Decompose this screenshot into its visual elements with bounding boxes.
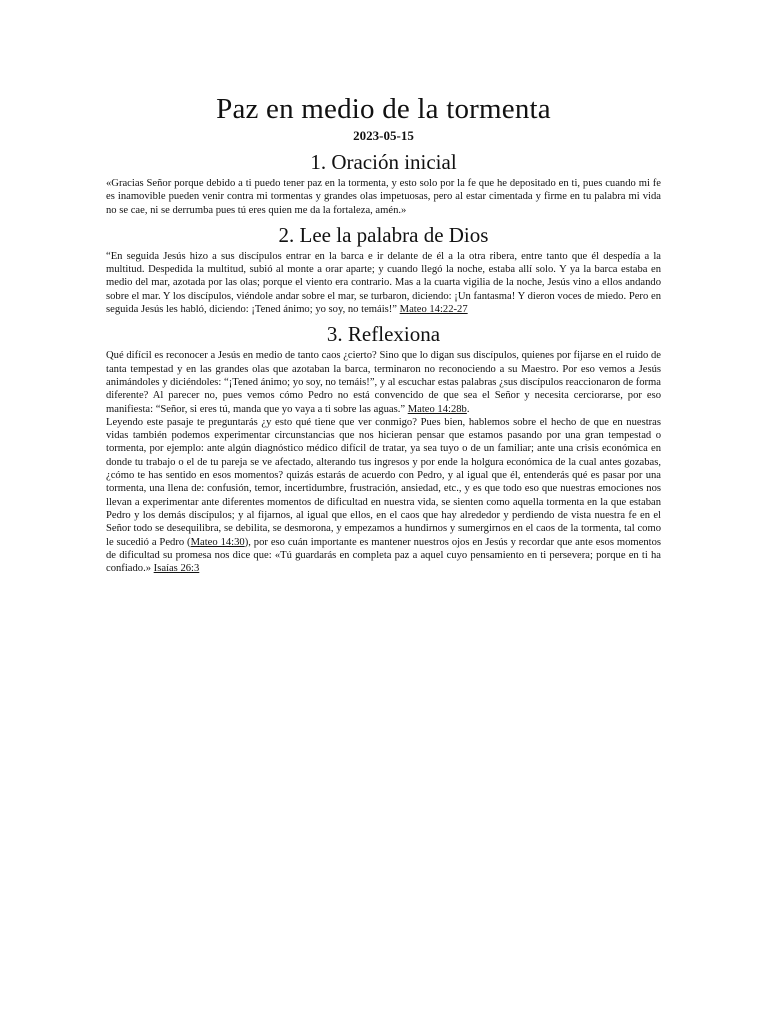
reflection-reference-link-2[interactable]: Mateo 14:30 [190, 536, 245, 548]
reflection-paragraph-2 [106, 416, 661, 576]
reflection-text-1-end: . [466, 403, 470, 415]
reflection-text-1: Qué difícil es reconocer a Jesús en medio de tanto caos ¿cierto? Sino que lo digan sus discípulos, quienes por fijarse en el ruido de tanta tempestad y en las grandes olas que azotaban la barca, terminaron no reconociendo a su Maestro. Por eso vemos a Jesús animándoles y diciéndoles: “¡Tened ánimo; yo soy, no temáis!”, y al escuchar estas palabras ¿sus discípulos reaccionaron de forma diferente? Al parecer no, pues vemos cómo Pedro no está convencido de que sea el Señor y necesita cerciorarse, por eso manifiesta: “Señor, si eres tú, manda que yo vaya a ti sobre las aguas.” [106, 350, 661, 415]
scripture-text: “En seguida Jesús hizo a sus discípulos entrar en la barca e ir delante de él a la otra ribera, entre tanto que él despedía a la multitud. Despedida la multitud, subió al monte a orar aparte; y cuando llegó la noche, estaba allí solo. Y ya la barca estaba en medio del mar, azotada por las olas; porque el viento era contrario. Mas a la cuarta vigilia de la noche, Jesús vino a ellos andando sobre el mar. Y los discípulos, viéndole andar sobre el mar, se turbaron, diciendo: ¡Un fantasma! Y dieron voces de miedo. Pero en seguida Jesús les habló, diciendo: ¡Tened ánimo; yo soy, no temáis!” [106, 250, 661, 316]
reflection-reference-link-1[interactable]: Mateo 14:28b [407, 403, 467, 415]
scripture-reference-link[interactable]: Mateo 14:22-27 [399, 304, 468, 316]
scripture-passage [106, 250, 661, 316]
document-page [106, 92, 661, 575]
document-title: Paz en medio de la tormenta [216, 93, 551, 125]
section-heading-read: 2. Lee la palabra de Dios [278, 222, 489, 247]
reflection-reference-link-3[interactable]: Isaías 26:3 [153, 563, 200, 575]
reflection-paragraph-1 [106, 349, 661, 415]
section-heading-prayer: 1. Oración inicial [310, 150, 457, 174]
document-date: 2023-05-15 [353, 128, 414, 143]
reflection-text-2b: ), por eso cuán importante es mantener nuestros ojos en Jesús y recordar que ante esos momentos de dificultad su promesa nos dice que: «Tú guardarás en completa paz a aquel cuyo pensamiento en ti persevera; porque en ti ha confiado.» [106, 536, 662, 575]
reflection-text-2a: Leyendo este pasaje te preguntarás ¿y esto qué tiene que ver conmigo? Pues bien, hablemos sobre el hecho de que en nuestras vidas también podemos experimentar circunstancias que nos hicieran pensar que estamos pasando por una gran tempestad o tormenta, por ejemplo: ante algún diagnóstico médico difícil de tratar, ya sea tuyo o de un familiar; ante una crisis económica en donde tu trabajo o el de tu pareja se ve afectado, alterando tus ingresos y por ende la holgura económica de la cual antes gozabas, ¿cómo te has sentido en esos momentos? quizás estarás de acuerdo con Pedro, y al igual que él, entenderás qué es pasar por una tormenta, una llena de: confusión, temor, incertidumbre, frustración, ansiedad, etc., y es que todo eso que nuestras emociones nos llevan a experimentar ante diferentes momentos de dificultad en nuestra vida, se sienten como aquella tormenta en la que estaban Pedro y los demás discípulos; y al fijarnos, al igual que ellos, en el caos que hay alrededor y perdiendo de vista nuestra fe en el Señor todo se desequilibra, se debilita, se desmorona, y empezamos a hundirnos y sumergirnos en el caos de la tormenta, tal como le sucedió a Pedro ( [106, 416, 661, 548]
section-heading-reflect: 3. Reflexiona [326, 322, 441, 347]
prayer-text: «Gracias Señor porque debido a ti puedo tener paz en la tormenta, y esto solo por la fe que he depositado en ti, pues cuando mi fe es inamovible pueden venir contra mi tormentas y grandes olas impetuosas, pero al estar cimentada y firme en tu palabra mi vida no se cae, ni se derrumba pues tú eres quien me da la fortaleza, amén.» [106, 178, 661, 216]
